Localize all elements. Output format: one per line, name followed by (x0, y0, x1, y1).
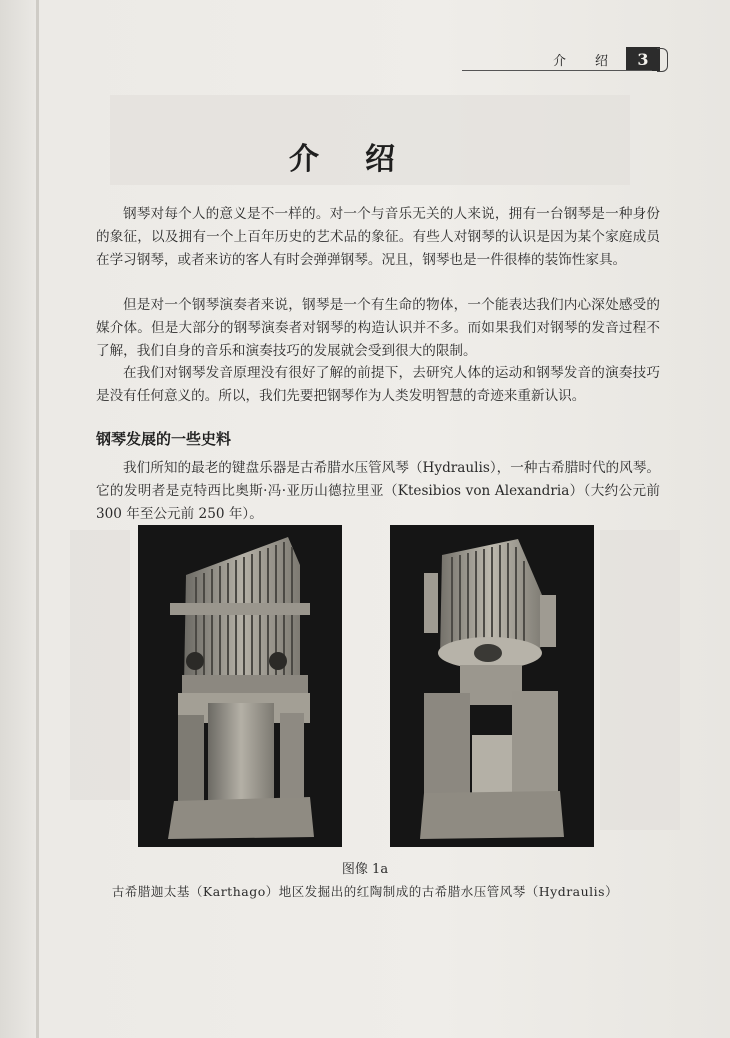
header-section-title: 介 绍 (552, 53, 616, 69)
section-paragraph: 我们所知的最老的键盘乐器是古希腊水压管风琴（Hydraulis），一种古希腊时代的风琴。它的发明者是克特西比奥斯·冯·亚历山德拉里亚（Ktesibios von Alexandria）（大约公元前 300 年至公元前 250 年）。 (96, 460, 660, 522)
show-through-shadow (600, 530, 680, 830)
figure-caption: 古希腊迦太基（Karthago）地区发掘出的红陶制成的古希腊水压管风琴（Hydraulis） (111, 884, 619, 899)
figure-photo-left (138, 525, 342, 847)
paragraph-2: 但是对一个钢琴演奏者来说，钢琴是一个有生命的物体，一个能表达我们内心深处感受的媒介体。但是大部分的钢琴演奏者对钢琴的构造认识并不多。而如果我们对钢琴的发音过程不了解，我们自身的音乐和演奏技巧的发展就会受到很大的限制。 (96, 297, 660, 359)
hydraulis-photo-left (138, 525, 342, 847)
header-rule (462, 70, 652, 71)
header-ornament (657, 48, 668, 72)
paragraph-3: 在我们对钢琴发音原理没有很好了解的前提下，去研究人体的运动和钢琴发音的演奏技巧是没有任何意义的。所以，我们先要把钢琴作为人类发明智慧的奇迹来重新认识。 (96, 365, 660, 404)
figure-label: 图像 1a (341, 862, 389, 877)
show-through-shadow (70, 530, 130, 800)
figure-photo-right (390, 525, 594, 847)
page-number: 3 (626, 47, 660, 71)
hydraulis-photo-right (390, 525, 594, 847)
section-heading: 钢琴发展的一些史料 (96, 430, 232, 448)
chapter-title: 介绍 (289, 142, 441, 177)
paragraph-1: 钢琴对每个人的意义是不一样的。对一个与音乐无关的人来说，拥有一台钢琴是一种身份的象征，以及拥有一个上百年历史的艺术品的象征。有些人对钢琴的认识是因为某个家庭成员在学习钢琴，或者来访的客人有时会弹弹钢琴。况且，钢琴也是一件很棒的装饰性家具。 (96, 206, 660, 268)
